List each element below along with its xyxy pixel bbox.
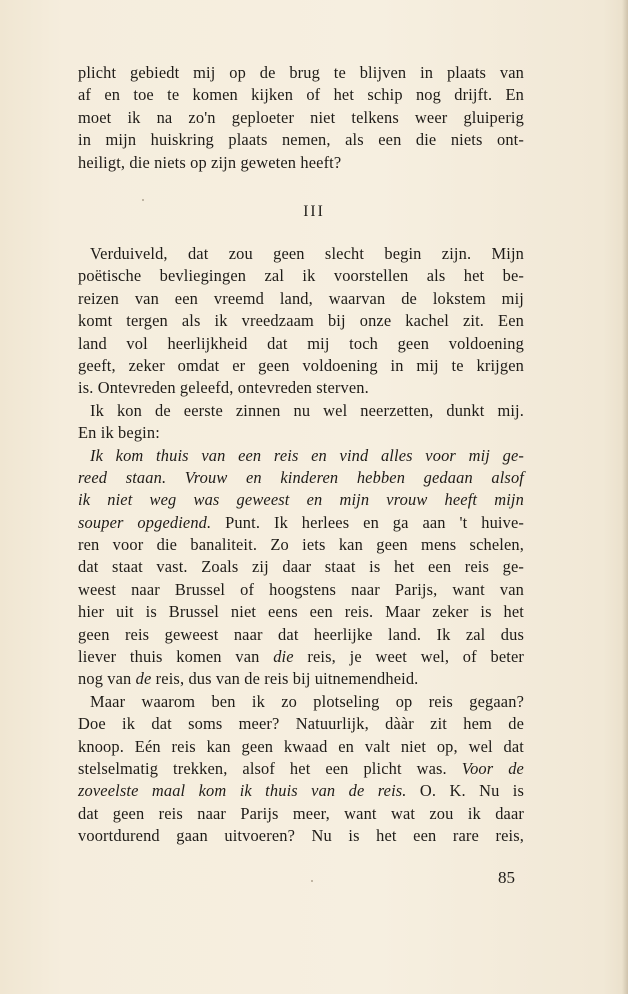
text-line: dat staat vast. Zoals zij daar staat is het een reis ge- [78, 557, 524, 577]
roman-span: stelselmatig trekken, alsof het een plicht was. [78, 758, 462, 778]
text-line: geen reis geweest naar dat heerlijke land. Ik zal dus [78, 624, 524, 644]
italic-span: souper opgediend. [78, 512, 212, 532]
text-line: weest naar Brussel of hoogstens naar Parijs, want van [78, 579, 524, 599]
text-line: knoop. Eén reis kan geen kwaad en valt niet op, wel dat [78, 736, 524, 756]
italic-span: zoveelste maal kom ik thuis van de reis. [78, 781, 407, 801]
text-line [78, 758, 524, 780]
text-line: dat geen reis naar Parijs meer, want wat zou ik daar [78, 803, 524, 823]
text-line: En ik begin: [78, 423, 160, 443]
text-line: Verduiveld, dat zou geen slecht begin zijn. Mijn [90, 244, 524, 263]
text-line [78, 512, 524, 534]
text-line: Maar waarom ben ik zo plotseling op reis gegaan? [90, 691, 524, 711]
page-number: 85 [498, 868, 515, 887]
section-heading: III [303, 203, 325, 220]
text-line: in mijn huiskring plaats nemen, als een die niets ont- [78, 130, 524, 150]
roman-span: reis, dus van de reis bij uitnemendheid. [151, 669, 419, 689]
text-line [78, 780, 524, 802]
text-line: reizen van een vreemd land, waarvan de lokstem mij [78, 288, 524, 308]
text-block-main [78, 243, 524, 848]
text-line: komt tergen als ik vreedzaam bij onze kachel zit. Een [78, 311, 524, 331]
text-line: land vol heerlijkheid dat mij toch geen voldoening [78, 333, 524, 353]
roman-span: liever thuis komen van [78, 647, 274, 667]
text-line: heiligt, die niets op zijn geweten heeft? [78, 152, 342, 172]
paper-speck [311, 880, 313, 882]
text-line: poëtische bevliegingen zal ik voorstellen als het be- [78, 266, 524, 286]
text-line: plicht gebiedt mij op de brug te blijven in plaats van [78, 63, 524, 82]
text-line: Ik kon de eerste zinnen nu wel neerzetten, dunkt mij. [90, 400, 524, 420]
italic-span: de [135, 669, 152, 689]
text-line [78, 668, 524, 690]
roman-span: O. K. Nu is [406, 781, 524, 801]
text-line: reed staan. Vrouw en kinderen hebben gedaan alsof [78, 467, 524, 487]
roman-span: nog van [78, 669, 136, 689]
text-line: moet ik na zo'n geploeter niet telkens weer gluiperig [78, 107, 524, 127]
text-line: voortdurend gaan uitvoeren? Nu is het een rare reis, [78, 826, 524, 846]
text-line: ik niet weg was geweest en mijn vrouw heeft mijn [78, 490, 524, 510]
text-line: Doe ik dat soms meer? Natuurlijk, dààr zit hem de [78, 714, 524, 734]
text-line: ren voor die banaliteit. Zo iets kan geen mens schelen, [78, 535, 524, 555]
italic-span: Voor de [461, 758, 524, 778]
text-line: Ik kom thuis van een reis en vind alles voor mij ge- [90, 445, 524, 465]
text-line: is. Ontevreden geleefd, ontevreden sterven. [78, 378, 369, 398]
text-line: af en toe te komen kijken of het schip nog drijft. En [78, 85, 524, 105]
text-line: geeft, zeker omdat er geen voldoening in mij te krijgen [78, 355, 524, 375]
roman-span: reis, je weet wel, of beter [293, 647, 524, 667]
text-line: hier uit is Brussel niet eens een reis. Maar zeker is het [78, 602, 524, 622]
text-block-top [78, 62, 524, 174]
text-line [78, 646, 524, 668]
paper-speck [142, 199, 144, 201]
roman-span: Punt. Ik herlees en ga aan 't huive- [211, 512, 524, 532]
italic-span: die [273, 647, 294, 667]
